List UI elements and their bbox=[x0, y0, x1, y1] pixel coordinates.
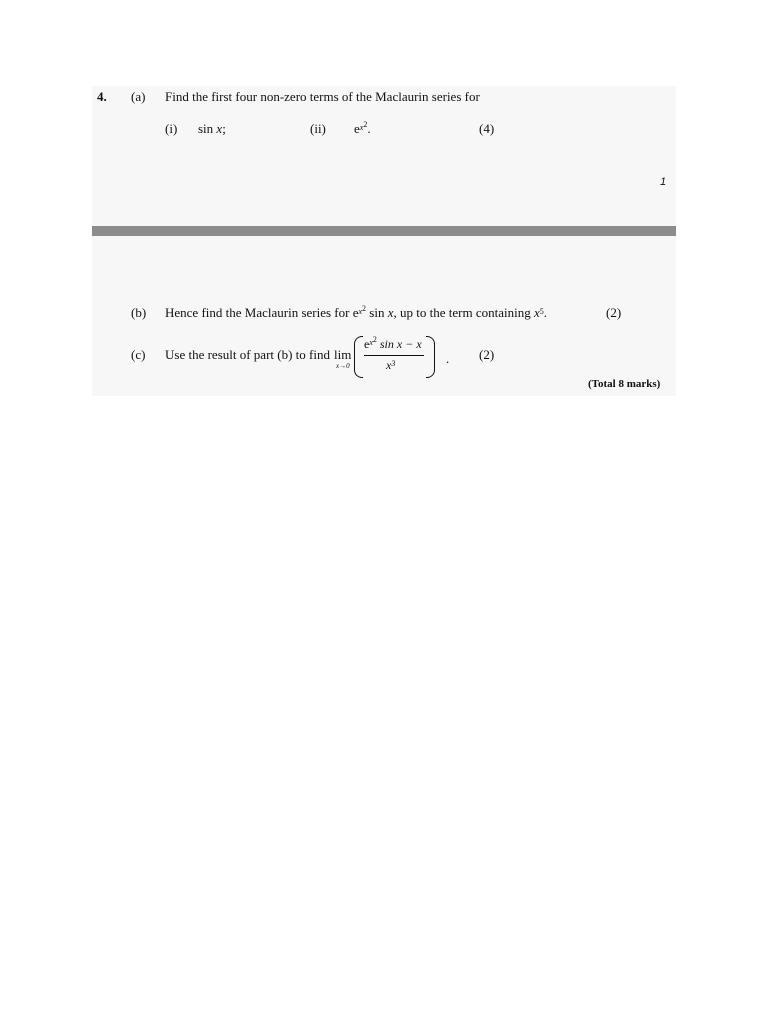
den-pow: 3 bbox=[391, 359, 396, 368]
sub-i-var: x bbox=[216, 121, 223, 136]
num-exp-pow: 2 bbox=[372, 335, 377, 344]
page-divider bbox=[92, 226, 676, 236]
question-number: 4. bbox=[97, 89, 107, 104]
question-panel-top bbox=[92, 86, 676, 226]
total-marks: (Total 8 marks) bbox=[588, 378, 661, 390]
sub-ii-end: . bbox=[367, 121, 371, 136]
limit-expression bbox=[334, 336, 438, 376]
part-b-expr-var: x bbox=[387, 305, 394, 320]
fraction-denominator bbox=[386, 358, 395, 373]
sub-i-label: (i) bbox=[165, 121, 178, 136]
sub-i-fn: sin bbox=[198, 121, 214, 136]
den-var: x bbox=[386, 358, 392, 372]
part-a-marks: (4) bbox=[479, 121, 495, 136]
part-a-text: Find the first four non-zero terms of the Maclaurin series for bbox=[165, 89, 480, 104]
part-c-text: Use the result of part (b) to find bbox=[165, 347, 330, 362]
part-b-text-mid: , up to the term containing bbox=[393, 305, 534, 320]
part-a-label: (a) bbox=[131, 89, 146, 104]
num-exp-var: x bbox=[369, 338, 373, 347]
sub-ii-base: e bbox=[354, 121, 360, 136]
right-bracket bbox=[426, 336, 435, 378]
part-b-exp-var: x bbox=[358, 307, 363, 316]
part-b-text bbox=[165, 305, 547, 321]
page-number: 1 bbox=[660, 176, 667, 188]
fraction-bar bbox=[364, 355, 424, 356]
part-b-label: (b) bbox=[131, 305, 147, 320]
sub-ii-label: (ii) bbox=[310, 121, 326, 136]
part-b-term-var: x bbox=[533, 305, 540, 320]
sub-ii-expression bbox=[354, 121, 371, 137]
sub-i-end: ; bbox=[222, 121, 226, 136]
lim-word: lim bbox=[334, 347, 352, 362]
sub-ii-exp-var: x bbox=[359, 123, 364, 132]
num-base: e bbox=[364, 337, 370, 351]
num-rest: sin x − x bbox=[376, 337, 422, 351]
sub-ii-exp-pow: 2 bbox=[363, 120, 368, 129]
part-b-exp-pow: 2 bbox=[362, 304, 367, 313]
part-b-text-end: . bbox=[543, 305, 547, 320]
fraction-numerator bbox=[364, 337, 422, 352]
part-b-text-start: Hence find the Maclaurin series for bbox=[165, 305, 350, 320]
sub-i-expression bbox=[198, 121, 226, 137]
part-b-expr-base: e bbox=[352, 305, 359, 320]
part-c-label: (c) bbox=[131, 347, 146, 362]
part-c-end: . bbox=[446, 351, 450, 366]
lim-subscript: x→0 bbox=[336, 362, 350, 370]
part-b-marks: (2) bbox=[606, 305, 622, 320]
part-b-expr-fn: sin bbox=[366, 305, 388, 320]
part-b-term-pow: 5 bbox=[539, 307, 544, 316]
left-bracket bbox=[354, 336, 363, 378]
part-c-marks: (2) bbox=[479, 347, 495, 362]
